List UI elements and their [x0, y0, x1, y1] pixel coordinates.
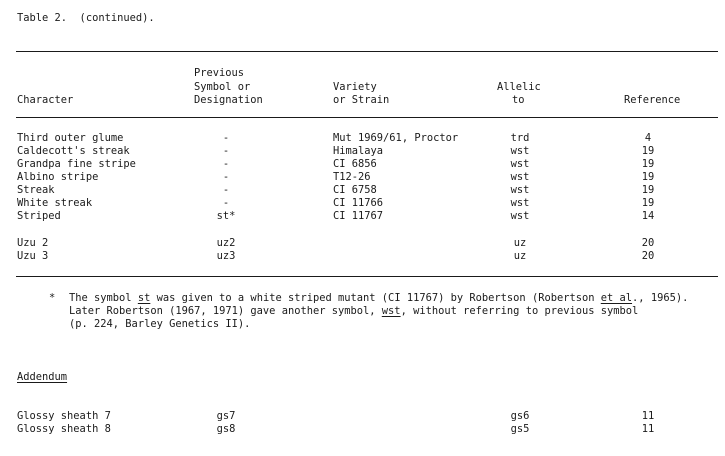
table-cell-allelic: wst	[510, 158, 530, 170]
table-cell-allelic: wst	[510, 171, 530, 183]
table-cell-character: Albino stripe	[17, 171, 99, 183]
table-cell-allelic: wst	[510, 210, 530, 222]
table-cell-variety: T12-26	[333, 171, 371, 183]
table-cell-allelic: wst	[510, 197, 530, 209]
header-allelic-line2: to	[512, 94, 525, 106]
header-previous-line3: Designation	[194, 94, 263, 106]
footnote-line-3: (p. 224, Barley Genetics II).	[69, 318, 251, 330]
footnote-marker: *	[49, 292, 56, 304]
footnote-line-1: The symbol st was given to a white striped mutant (CI 11767) by Robertson (Robertson et al., 1965).	[69, 292, 689, 304]
table-cell-previous: gs7	[216, 410, 236, 422]
table-cell-reference: 19	[641, 171, 655, 183]
table-cell-reference: 20	[641, 237, 655, 249]
table-cell-previous: uz3	[216, 250, 236, 262]
table-cell-variety: CI 11767	[333, 210, 384, 222]
table-cell-previous: st*	[216, 210, 236, 222]
table-cell-character: Glossy sheath 7	[17, 410, 111, 422]
header-allelic-line1: Allelic	[497, 81, 541, 93]
table-cell-allelic: gs5	[510, 423, 530, 435]
header-variety-line1: Variety	[333, 81, 377, 93]
table-cell-character: Uzu 3	[17, 250, 49, 262]
header-reference: Reference	[624, 94, 681, 106]
header-character: Character	[17, 94, 74, 106]
table-cell-reference: 20	[641, 250, 655, 262]
table-cell-character: Glossy sheath 8	[17, 423, 111, 435]
table-cell-character: Uzu 2	[17, 237, 49, 249]
table-cell-character: Third outer glume	[17, 132, 124, 144]
table-cell-reference: 11	[641, 410, 655, 422]
table-cell-character: Grandpa fine stripe	[17, 158, 136, 170]
table-cell-previous: -	[222, 184, 230, 196]
table-cell-reference: 4	[644, 132, 652, 144]
table-cell-previous: -	[222, 158, 230, 170]
table-cell-variety: CI 6856	[333, 158, 377, 170]
table-cell-previous: -	[222, 171, 230, 183]
table-cell-reference: 19	[641, 145, 655, 157]
footnote-line-2: Later Robertson (1967, 1971) gave another symbol, wst, without referring to previous symbol	[69, 305, 639, 317]
table-cell-reference: 19	[641, 197, 655, 209]
table-cell-variety: CI 6758	[333, 184, 377, 196]
table-cell-character: Striped	[17, 210, 61, 222]
table-caption: Table 2. (continued).	[17, 12, 155, 24]
table-cell-allelic: uz	[513, 237, 527, 249]
table-cell-character: White streak	[17, 197, 93, 209]
addendum-title: Addendum	[17, 371, 68, 383]
table-cell-character: Streak	[17, 184, 55, 196]
table-cell-allelic: gs6	[510, 410, 530, 422]
bottom-rule	[16, 276, 718, 277]
table-cell-allelic: wst	[510, 184, 530, 196]
table-cell-allelic: uz	[513, 250, 527, 262]
table-cell-previous: -	[222, 197, 230, 209]
table-cell-reference: 14	[641, 210, 655, 222]
table-cell-previous: gs8	[216, 423, 236, 435]
table-cell-reference: 11	[641, 423, 655, 435]
top-rule	[16, 51, 718, 52]
table-cell-allelic: wst	[510, 145, 530, 157]
table-cell-previous: -	[222, 132, 230, 144]
header-previous-line1: Previous	[194, 67, 245, 79]
table-cell-reference: 19	[641, 184, 655, 196]
header-rule	[16, 117, 718, 118]
table-cell-previous: -	[222, 145, 230, 157]
table-cell-character: Caldecott's streak	[17, 145, 130, 157]
table-cell-allelic: trd	[510, 132, 530, 144]
table-cell-previous: uz2	[216, 237, 236, 249]
header-previous-line2: Symbol or	[194, 81, 251, 93]
table-cell-variety: CI 11766	[333, 197, 384, 209]
table-cell-variety: Himalaya	[333, 145, 384, 157]
header-variety-line2: or Strain	[333, 94, 390, 106]
table-cell-reference: 19	[641, 158, 655, 170]
table-cell-variety: Mut 1969/61, Proctor	[333, 132, 459, 144]
